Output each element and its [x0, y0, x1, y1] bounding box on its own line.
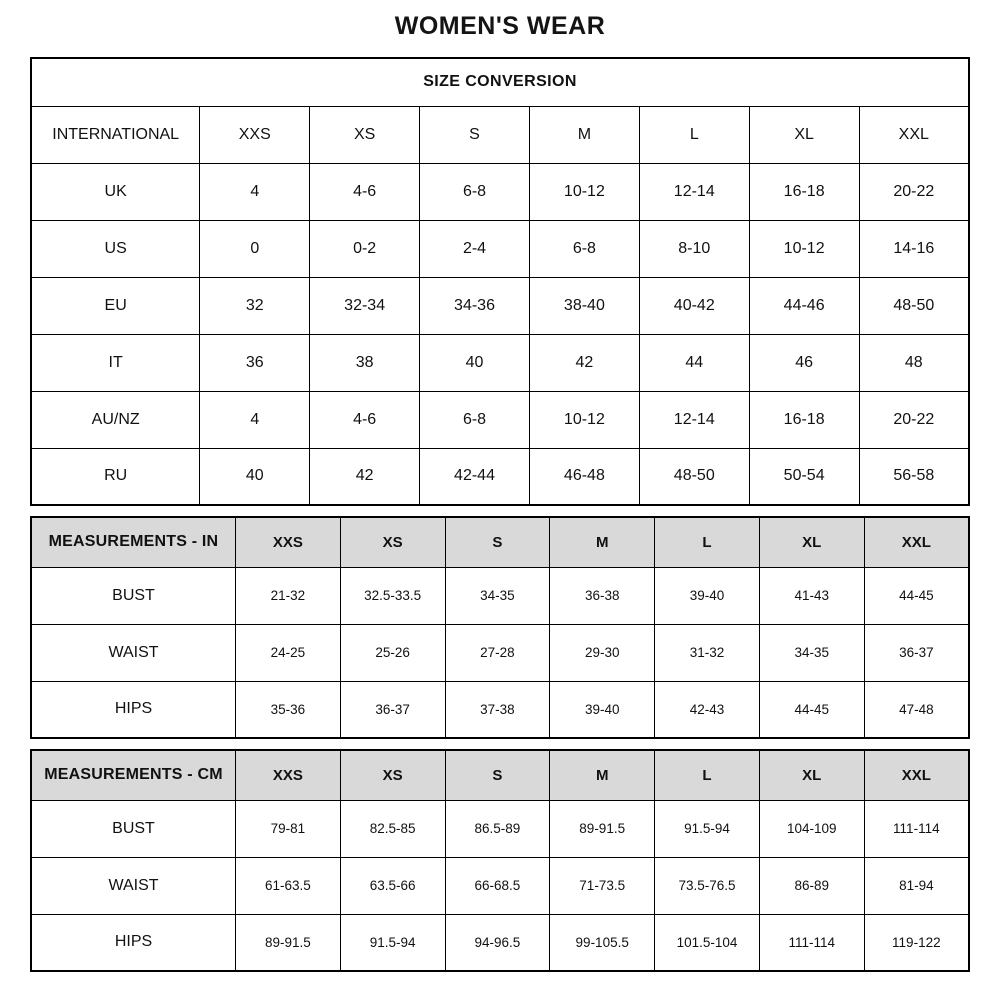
row-label: HIPS — [31, 681, 235, 738]
page-title: WOMEN'S WEAR — [394, 12, 606, 40]
table-cell: 47-48 — [864, 681, 969, 738]
size-column-header: XXL — [864, 517, 969, 567]
table-cell: S — [420, 106, 530, 163]
table-row — [31, 163, 969, 220]
table-cell: 111-114 — [864, 800, 969, 857]
measurements-cm-body — [31, 800, 969, 971]
table-cell: 44 — [639, 334, 749, 391]
size-column-header: XS — [340, 517, 445, 567]
table-cell: 16-18 — [749, 163, 859, 220]
size-conversion-title-row — [31, 58, 969, 106]
table-cell: 63.5-66 — [340, 857, 445, 914]
table-cell: 34-36 — [420, 277, 530, 334]
size-conversion-table — [30, 57, 970, 506]
size-column-header: XXS — [235, 750, 340, 800]
measurements-cm-title: MEASUREMENTS - CM — [31, 750, 235, 800]
row-label: UK — [31, 163, 200, 220]
table-cell: 4 — [200, 391, 310, 448]
table-cell: 20-22 — [859, 163, 969, 220]
row-label: WAIST — [31, 624, 235, 681]
size-column-header: S — [445, 517, 550, 567]
table-row — [31, 914, 969, 971]
table-cell: 37-38 — [445, 681, 550, 738]
table-cell: 4-6 — [310, 391, 420, 448]
table-cell: 36-37 — [340, 681, 445, 738]
size-column-header: L — [655, 750, 760, 800]
measurements-in-table — [30, 516, 970, 739]
table-cell: 91.5-94 — [340, 914, 445, 971]
table-cell: 104-109 — [759, 800, 864, 857]
size-column-header: M — [550, 750, 655, 800]
table-cell: 36-38 — [550, 567, 655, 624]
size-column-header: XXL — [864, 750, 969, 800]
table-cell: 42 — [529, 334, 639, 391]
table-cell: 29-30 — [550, 624, 655, 681]
measurements-in-header-row — [31, 517, 969, 567]
table-cell: 50-54 — [749, 448, 859, 505]
table-cell: 12-14 — [639, 391, 749, 448]
measurements-in-body — [31, 567, 969, 738]
table-cell: 39-40 — [655, 567, 760, 624]
table-row — [31, 391, 969, 448]
table-cell: 36-37 — [864, 624, 969, 681]
table-cell: 24-25 — [235, 624, 340, 681]
table-cell: 86.5-89 — [445, 800, 550, 857]
table-cell: 40 — [420, 334, 530, 391]
table-cell: 82.5-85 — [340, 800, 445, 857]
row-label: RU — [31, 448, 200, 505]
table-cell: 41-43 — [759, 567, 864, 624]
table-cell: 6-8 — [420, 391, 530, 448]
size-column-header: XL — [759, 517, 864, 567]
table-cell: 0-2 — [310, 220, 420, 277]
size-chart-page — [30, 0, 970, 972]
row-label: AU/NZ — [31, 391, 200, 448]
table-cell: 46 — [749, 334, 859, 391]
table-cell: 16-18 — [749, 391, 859, 448]
table-cell: XS — [310, 106, 420, 163]
table-cell: 4 — [200, 163, 310, 220]
row-label: BUST — [31, 800, 235, 857]
table-cell: XL — [749, 106, 859, 163]
table-cell: 44-45 — [759, 681, 864, 738]
table-row — [31, 681, 969, 738]
table-cell: 79-81 — [235, 800, 340, 857]
table-cell: 39-40 — [550, 681, 655, 738]
table-cell: 6-8 — [529, 220, 639, 277]
table-cell: 34-35 — [759, 624, 864, 681]
table-cell: 48 — [859, 334, 969, 391]
table-cell: 66-68.5 — [445, 857, 550, 914]
table-cell: 56-58 — [859, 448, 969, 505]
table-cell: 12-14 — [639, 163, 749, 220]
table-cell: 46-48 — [529, 448, 639, 505]
table-cell: 38 — [310, 334, 420, 391]
table-cell: 40 — [200, 448, 310, 505]
table-row — [31, 220, 969, 277]
table-cell: 94-96.5 — [445, 914, 550, 971]
table-cell: 21-32 — [235, 567, 340, 624]
row-label: WAIST — [31, 857, 235, 914]
table-cell: 25-26 — [340, 624, 445, 681]
table-cell: 6-8 — [420, 163, 530, 220]
row-label: US — [31, 220, 200, 277]
table-cell: 40-42 — [639, 277, 749, 334]
table-cell: 86-89 — [759, 857, 864, 914]
table-cell: 34-35 — [445, 567, 550, 624]
row-label: IT — [31, 334, 200, 391]
table-cell: 32-34 — [310, 277, 420, 334]
table-row — [31, 277, 969, 334]
table-cell: 61-63.5 — [235, 857, 340, 914]
table-cell: 38-40 — [529, 277, 639, 334]
table-cell: L — [639, 106, 749, 163]
table-cell: 42-43 — [655, 681, 760, 738]
table-cell: 2-4 — [420, 220, 530, 277]
table-cell: 0 — [200, 220, 310, 277]
row-label: BUST — [31, 567, 235, 624]
table-cell: 91.5-94 — [655, 800, 760, 857]
table-cell: 35-36 — [235, 681, 340, 738]
table-cell: XXL — [859, 106, 969, 163]
table-cell: 27-28 — [445, 624, 550, 681]
measurements-cm-table — [30, 749, 970, 972]
table-cell: XXS — [200, 106, 310, 163]
row-label: HIPS — [31, 914, 235, 971]
table-cell: 73.5-76.5 — [655, 857, 760, 914]
table-row — [31, 448, 969, 505]
table-cell: 101.5-104 — [655, 914, 760, 971]
measurements-cm-header-row — [31, 750, 969, 800]
table-cell: 20-22 — [859, 391, 969, 448]
table-cell: 31-32 — [655, 624, 760, 681]
table-cell: 99-105.5 — [550, 914, 655, 971]
table-cell: 111-114 — [759, 914, 864, 971]
size-conversion-body — [31, 106, 969, 505]
row-label: EU — [31, 277, 200, 334]
table-row — [31, 567, 969, 624]
table-cell: 48-50 — [639, 448, 749, 505]
table-cell: 48-50 — [859, 277, 969, 334]
table-row — [31, 624, 969, 681]
row-label: INTERNATIONAL — [31, 106, 200, 163]
table-cell: 71-73.5 — [550, 857, 655, 914]
table-cell: 81-94 — [864, 857, 969, 914]
table-cell: 89-91.5 — [550, 800, 655, 857]
size-column-header: M — [550, 517, 655, 567]
table-cell: 10-12 — [529, 163, 639, 220]
size-column-header: XS — [340, 750, 445, 800]
table-cell: 32.5-33.5 — [340, 567, 445, 624]
table-cell: M — [529, 106, 639, 163]
table-cell: 42 — [310, 448, 420, 505]
table-cell: 10-12 — [529, 391, 639, 448]
table-row — [31, 106, 969, 163]
size-column-header: XL — [759, 750, 864, 800]
table-cell: 36 — [200, 334, 310, 391]
table-cell: 44-45 — [864, 567, 969, 624]
table-row — [31, 800, 969, 857]
size-conversion-title: SIZE CONVERSION — [31, 58, 969, 106]
table-cell: 89-91.5 — [235, 914, 340, 971]
table-cell: 32 — [200, 277, 310, 334]
size-column-header: S — [445, 750, 550, 800]
table-cell: 42-44 — [420, 448, 530, 505]
size-column-header: XXS — [235, 517, 340, 567]
table-row — [31, 857, 969, 914]
table-cell: 119-122 — [864, 914, 969, 971]
table-cell: 14-16 — [859, 220, 969, 277]
table-cell: 8-10 — [639, 220, 749, 277]
size-column-header: L — [655, 517, 760, 567]
table-cell: 4-6 — [310, 163, 420, 220]
table-cell: 10-12 — [749, 220, 859, 277]
table-row — [31, 334, 969, 391]
table-cell: 44-46 — [749, 277, 859, 334]
measurements-in-title: MEASUREMENTS - IN — [31, 517, 235, 567]
